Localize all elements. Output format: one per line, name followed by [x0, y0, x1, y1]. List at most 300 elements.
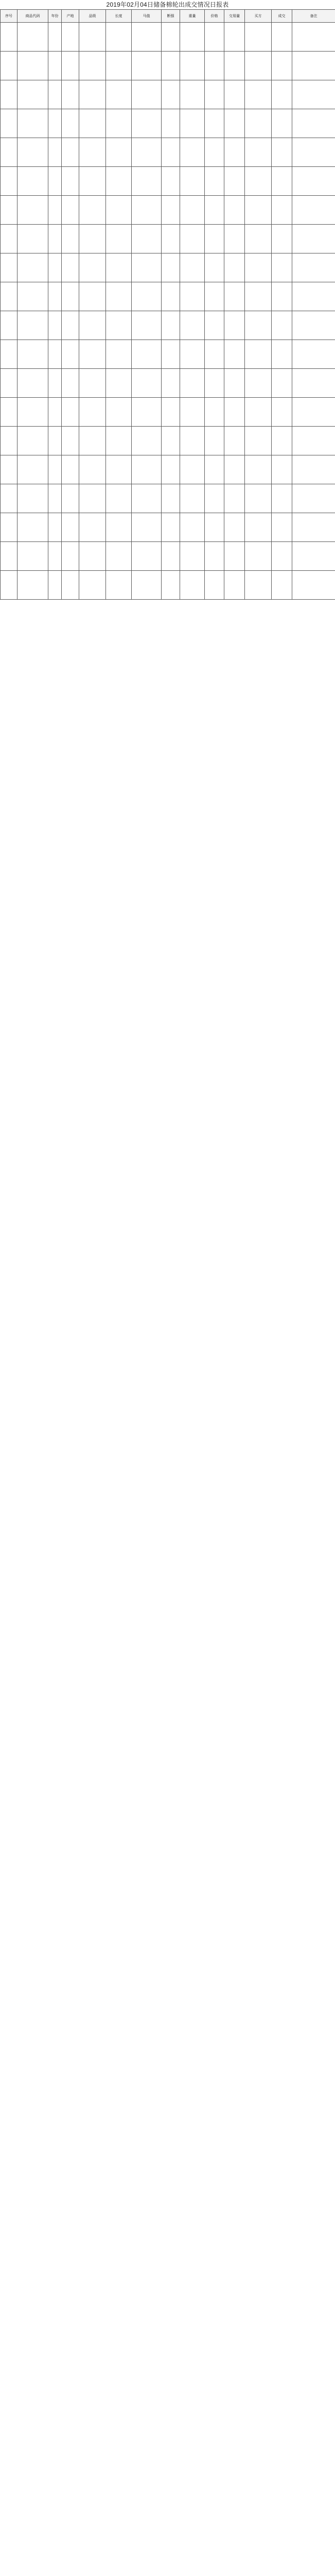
table-body [1, 23, 335, 600]
header-cell: 产地 [62, 10, 79, 23]
table-cell [132, 398, 162, 427]
table-cell [292, 455, 335, 484]
table-cell [162, 513, 180, 542]
table-cell [224, 138, 245, 167]
table-cell [106, 398, 132, 427]
table-cell [205, 571, 224, 600]
table-cell [205, 52, 224, 80]
table-cell [48, 225, 62, 253]
table-cell [205, 398, 224, 427]
table-cell [162, 311, 180, 340]
table-cell [48, 369, 62, 398]
table-cell [48, 196, 62, 225]
table-cell [292, 282, 335, 311]
table-cell [245, 340, 272, 369]
table-cell [180, 340, 205, 369]
table-cell [1, 138, 17, 167]
table-cell [205, 167, 224, 196]
table-row [1, 311, 335, 340]
table-cell [62, 196, 79, 225]
table-cell [62, 52, 79, 80]
table-row [1, 484, 335, 513]
header-cell: 品级 [79, 10, 106, 23]
table-cell [48, 340, 62, 369]
table-cell [62, 455, 79, 484]
table-cell [205, 196, 224, 225]
table-cell [272, 340, 292, 369]
table-cell [1, 340, 17, 369]
table-cell [224, 52, 245, 80]
table-cell [162, 167, 180, 196]
table-cell [272, 138, 292, 167]
table-cell [224, 167, 245, 196]
table-cell [224, 484, 245, 513]
table-cell [17, 225, 48, 253]
table-cell [1, 369, 17, 398]
table-cell [205, 109, 224, 138]
table-cell [17, 253, 48, 282]
table-cell [132, 196, 162, 225]
table-cell [48, 455, 62, 484]
table-row [1, 138, 335, 167]
table-cell [62, 571, 79, 600]
table-cell [224, 542, 245, 571]
table-cell [132, 109, 162, 138]
table-cell [272, 369, 292, 398]
table-cell [106, 52, 132, 80]
table-cell [205, 311, 224, 340]
table-cell [205, 484, 224, 513]
table-cell [272, 513, 292, 542]
table-cell [224, 196, 245, 225]
header-cell: 价格 [205, 10, 224, 23]
table-cell [79, 369, 106, 398]
table-cell [205, 369, 224, 398]
header-cell: 长度 [106, 10, 132, 23]
table-cell [62, 80, 79, 109]
table-cell [245, 225, 272, 253]
table-cell [1, 398, 17, 427]
table-row [1, 513, 335, 542]
table-cell [272, 542, 292, 571]
table-cell [17, 484, 48, 513]
header-cell: 重量 [180, 10, 205, 23]
table-cell [292, 138, 335, 167]
table-cell [1, 225, 17, 253]
table-cell [132, 138, 162, 167]
table-row [1, 282, 335, 311]
table-cell [132, 455, 162, 484]
table-cell [17, 167, 48, 196]
table-cell [79, 282, 106, 311]
table-cell [1, 542, 17, 571]
table-cell [205, 513, 224, 542]
table-row [1, 455, 335, 484]
table-cell [224, 23, 245, 52]
table-cell [205, 340, 224, 369]
table-cell [272, 398, 292, 427]
table-cell [62, 225, 79, 253]
table-cell [132, 311, 162, 340]
table-cell [1, 571, 17, 600]
table-cell [17, 138, 48, 167]
table-cell [180, 455, 205, 484]
table-cell [205, 253, 224, 282]
table-cell [180, 109, 205, 138]
table-row [1, 571, 335, 600]
table-cell [17, 369, 48, 398]
table-cell [132, 340, 162, 369]
table-header-row [1, 10, 335, 23]
table-cell [79, 80, 106, 109]
table-cell [106, 282, 132, 311]
table-cell [180, 398, 205, 427]
table-cell [224, 109, 245, 138]
table-cell [245, 167, 272, 196]
table-cell [272, 80, 292, 109]
table-cell [162, 138, 180, 167]
table-cell [132, 225, 162, 253]
table-cell [17, 455, 48, 484]
table-cell [17, 340, 48, 369]
table-cell [205, 138, 224, 167]
header-cell: 马值 [132, 10, 162, 23]
table-cell [62, 253, 79, 282]
table-cell [245, 138, 272, 167]
table-cell [62, 340, 79, 369]
table-cell [224, 369, 245, 398]
table-cell [292, 542, 335, 571]
table-cell [224, 225, 245, 253]
table-cell [62, 311, 79, 340]
table-cell [132, 52, 162, 80]
table-cell [292, 80, 335, 109]
table-cell [162, 398, 180, 427]
table-cell [162, 542, 180, 571]
table-row [1, 398, 335, 427]
table-cell [132, 282, 162, 311]
table-cell [162, 484, 180, 513]
table-row [1, 225, 335, 253]
table-cell [245, 484, 272, 513]
table-cell [48, 398, 62, 427]
table-cell [17, 513, 48, 542]
table-cell [180, 253, 205, 282]
table-cell [245, 52, 272, 80]
table-cell [62, 109, 79, 138]
table-cell [79, 542, 106, 571]
table-cell [106, 138, 132, 167]
table-cell [132, 427, 162, 455]
table-cell [180, 23, 205, 52]
table-cell [48, 282, 62, 311]
table-cell [162, 196, 180, 225]
table-cell [292, 398, 335, 427]
table-cell [79, 484, 106, 513]
table-cell [79, 138, 106, 167]
table-row [1, 109, 335, 138]
table-cell [79, 109, 106, 138]
table-cell [292, 52, 335, 80]
table-cell [79, 571, 106, 600]
table-cell [272, 311, 292, 340]
table-cell [272, 196, 292, 225]
table-cell [292, 167, 335, 196]
table-cell [1, 311, 17, 340]
table-cell [106, 253, 132, 282]
table-row [1, 23, 335, 52]
table-cell [79, 52, 106, 80]
table-cell [132, 484, 162, 513]
table-cell [132, 369, 162, 398]
table-cell [180, 167, 205, 196]
table-cell [132, 80, 162, 109]
table-cell [180, 513, 205, 542]
table-row [1, 52, 335, 80]
table-cell [17, 23, 48, 52]
table-cell [48, 52, 62, 80]
table-cell [48, 80, 62, 109]
table-cell [62, 427, 79, 455]
table-cell [1, 23, 17, 52]
table-cell [205, 225, 224, 253]
table-cell [245, 23, 272, 52]
table-cell [79, 253, 106, 282]
table-cell [245, 455, 272, 484]
table-cell [17, 571, 48, 600]
table-cell [132, 542, 162, 571]
table-cell [132, 167, 162, 196]
header-cell: 成交 [272, 10, 292, 23]
table-cell [245, 311, 272, 340]
table-cell [272, 427, 292, 455]
table-cell [292, 196, 335, 225]
table-cell [180, 571, 205, 600]
table-cell [272, 23, 292, 52]
table-cell [224, 311, 245, 340]
table-cell [205, 282, 224, 311]
table-cell [292, 571, 335, 600]
table-cell [48, 484, 62, 513]
table-cell [132, 571, 162, 600]
table-cell [48, 23, 62, 52]
table-cell [106, 109, 132, 138]
table-cell [272, 571, 292, 600]
table-cell [224, 455, 245, 484]
page-title: 2019年02月04日储备棉轮出成交情况日报表 [106, 1, 229, 8]
table-cell [17, 282, 48, 311]
table-cell [62, 513, 79, 542]
table-cell [180, 196, 205, 225]
table-cell [224, 398, 245, 427]
table-cell [48, 253, 62, 282]
table-cell [292, 513, 335, 542]
table-cell [106, 427, 132, 455]
table-cell [245, 571, 272, 600]
table-cell [62, 167, 79, 196]
table-cell [79, 340, 106, 369]
header-cell: 序号 [1, 10, 17, 23]
table-cell [62, 542, 79, 571]
table-cell [17, 80, 48, 109]
table-cell [1, 167, 17, 196]
table-cell [180, 282, 205, 311]
table-cell [272, 52, 292, 80]
table-cell [106, 167, 132, 196]
table-cell [162, 455, 180, 484]
table-cell [62, 484, 79, 513]
table-cell [1, 513, 17, 542]
table-cell [272, 484, 292, 513]
table-cell [162, 109, 180, 138]
table-cell [205, 23, 224, 52]
table-cell [205, 80, 224, 109]
table-row [1, 80, 335, 109]
table-cell [292, 427, 335, 455]
table-cell [162, 282, 180, 311]
table-cell [245, 109, 272, 138]
table-cell [245, 542, 272, 571]
table-cell [48, 542, 62, 571]
header-cell: 年份 [48, 10, 62, 23]
table-cell [162, 23, 180, 52]
table-cell [224, 282, 245, 311]
table-cell [292, 225, 335, 253]
table-cell [162, 80, 180, 109]
table-cell [292, 311, 335, 340]
table-cell [79, 23, 106, 52]
table-cell [106, 571, 132, 600]
table-cell [205, 455, 224, 484]
table-cell [205, 542, 224, 571]
table-cell [17, 196, 48, 225]
table-cell [17, 398, 48, 427]
table-header [1, 10, 335, 23]
table-cell [106, 196, 132, 225]
table-cell [180, 427, 205, 455]
table-row [1, 196, 335, 225]
table-cell [245, 513, 272, 542]
table-cell [292, 484, 335, 513]
table-cell [79, 398, 106, 427]
table-cell [224, 513, 245, 542]
table-cell [272, 282, 292, 311]
table-cell [292, 23, 335, 52]
table-cell [132, 253, 162, 282]
table-cell [62, 369, 79, 398]
table-cell [180, 311, 205, 340]
table-cell [62, 282, 79, 311]
table-cell [106, 80, 132, 109]
table-cell [1, 253, 17, 282]
table-row [1, 253, 335, 282]
table-cell [292, 369, 335, 398]
header-cell: 商品代码 [17, 10, 48, 23]
table-cell [245, 253, 272, 282]
table-cell [106, 484, 132, 513]
table-cell [1, 484, 17, 513]
table-cell [106, 340, 132, 369]
table-cell [17, 311, 48, 340]
table-cell [79, 167, 106, 196]
table-cell [245, 196, 272, 225]
table-row [1, 542, 335, 571]
table-cell [272, 253, 292, 282]
table-cell [245, 398, 272, 427]
table-cell [132, 23, 162, 52]
table-cell [162, 369, 180, 398]
table-cell [1, 427, 17, 455]
table-cell [180, 369, 205, 398]
table-cell [205, 427, 224, 455]
table-cell [245, 369, 272, 398]
table-cell [292, 109, 335, 138]
table-cell [62, 23, 79, 52]
table-cell [62, 398, 79, 427]
table-cell [106, 542, 132, 571]
table-cell [79, 311, 106, 340]
table-cell [79, 455, 106, 484]
table-cell [17, 109, 48, 138]
table-cell [106, 23, 132, 52]
table-cell [1, 455, 17, 484]
table-cell [180, 225, 205, 253]
table-row [1, 167, 335, 196]
table-cell [17, 542, 48, 571]
table-cell [272, 455, 292, 484]
table-cell [1, 80, 17, 109]
table-cell [180, 80, 205, 109]
table-cell [272, 109, 292, 138]
table-cell [162, 571, 180, 600]
table-cell [1, 109, 17, 138]
table-cell [62, 138, 79, 167]
table-cell [106, 225, 132, 253]
transaction-table [0, 9, 335, 600]
table-cell [48, 109, 62, 138]
table-cell [245, 427, 272, 455]
table-cell [79, 513, 106, 542]
table-cell [48, 167, 62, 196]
table-cell [1, 196, 17, 225]
table-cell [180, 542, 205, 571]
table-cell [1, 52, 17, 80]
table-cell [17, 427, 48, 455]
table-cell [79, 427, 106, 455]
table-cell [162, 340, 180, 369]
table-cell [180, 52, 205, 80]
table-cell [162, 427, 180, 455]
table-cell [48, 138, 62, 167]
table-cell [180, 484, 205, 513]
table-cell [79, 225, 106, 253]
table-cell [106, 369, 132, 398]
table-row [1, 369, 335, 398]
table-cell [224, 253, 245, 282]
table-cell [162, 52, 180, 80]
table-cell [106, 311, 132, 340]
table-cell [48, 513, 62, 542]
table-cell [272, 167, 292, 196]
table-cell [245, 80, 272, 109]
table-cell [224, 427, 245, 455]
table-cell [224, 571, 245, 600]
table-cell [132, 513, 162, 542]
table-cell [224, 340, 245, 369]
table-cell [106, 513, 132, 542]
header-cell: 断强 [162, 10, 180, 23]
table-cell [48, 427, 62, 455]
